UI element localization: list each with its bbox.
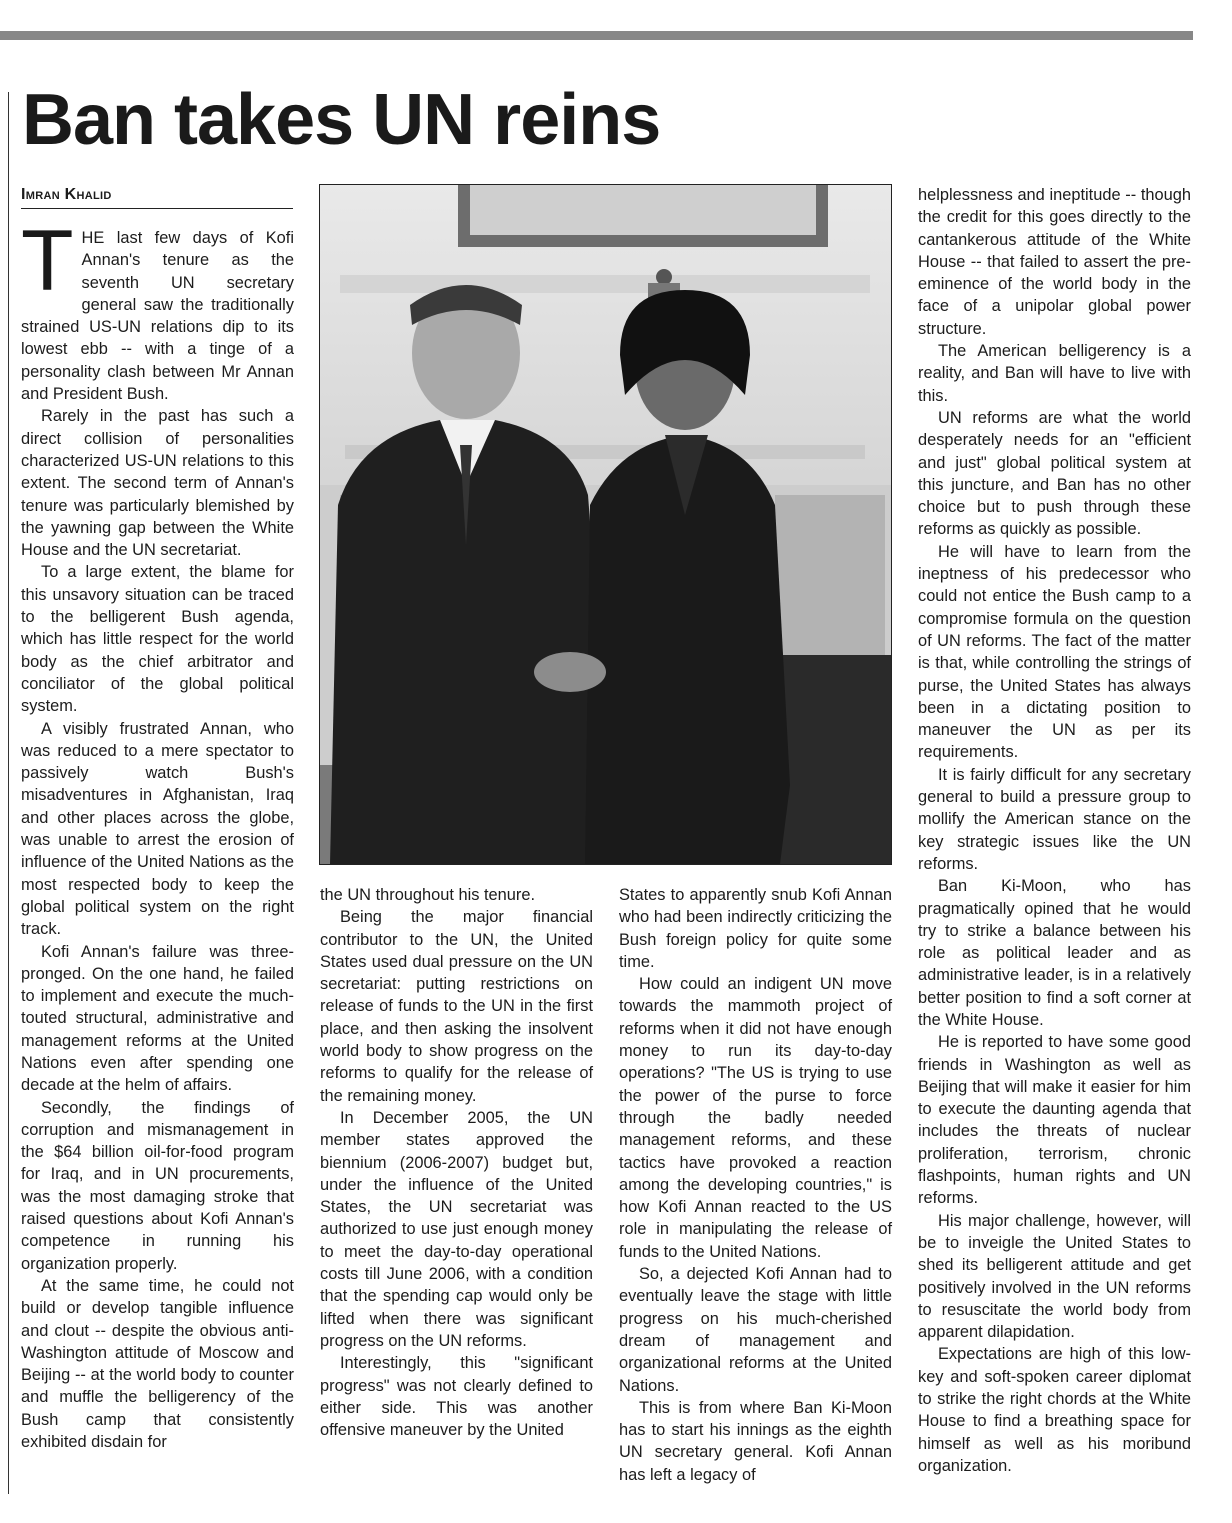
article-paragraph [21, 1275, 294, 1453]
paragraph-text: the UN throughout his tenure. [320, 886, 536, 904]
article-paragraph [918, 541, 1191, 764]
paragraph-text: States to apparently snub Kofi Annan who had been indirectly criticizing the Bush foreign policy for quite some time. [619, 886, 892, 971]
paragraph-text: Expectations are high of this low-key and soft-spoken career diplomat to strike the right chords at the White House to find a breathing space for himself as well as his moribund organization. [918, 1345, 1191, 1475]
paragraph-text: How could an indigent UN move towards the mammoth project of reforms when it did not have enough money to run its day-to-day operations? "The US is trying to use the power of the purse to force through the badly needed management reforms, and these tactics have provoked a reaction among the developing countries," is how Kofi Annan reacted to the US role in manipulating the release of funds to the United Nations. [619, 975, 892, 1261]
byline-name: Imran Khalid [21, 186, 112, 203]
article-paragraph [619, 884, 892, 973]
article-paragraph [918, 1343, 1191, 1477]
article-paragraph [918, 764, 1191, 875]
article-photo [319, 184, 892, 865]
article-column-2 [320, 884, 593, 1441]
paragraph-text: Rarely in the past has such a direct collision of personalities characterized US-UN relations to this extent. The second term of Annan's tenure was particularly blemished by the yawning gap between the White House and the UN secretariat. [21, 407, 294, 560]
paragraph-text: In December 2005, the UN member states approved the biennium (2006-2007) budget but, under the influence of the United States, the UN secretariat was authorized to use just enough money to meet the day-to-day operational costs till June 2006, with a condition that the spending cap would only be lifted when there was significant progress on the UN reforms. [320, 1108, 593, 1350]
paragraph-text: He will have to learn from the ineptness of his predecessor who could not entice the Bush camp to a compromise formula on the question of UN reforms. The fact of the matter is that, while controlling the strings of purse, the United States has always been in a dictating position to maneuver the UN as per its requirements. [918, 542, 1191, 762]
left-margin-rule [8, 92, 9, 1494]
paragraph-text: HE last few days of Kofi Annan's tenure as the seventh UN secretary general saw the traditionally strained US-UN relations dip to its lowest ebb -- with a tinge of a personality clash between Mr Annan and President Bush. [21, 229, 294, 404]
article-paragraph [320, 1352, 593, 1441]
paragraph-text: So, a dejected Kofi Annan had to eventually leave the stage with little progress on his much-cherished dream of management and organizational reforms at the United Nations. [619, 1265, 892, 1395]
article-paragraph [320, 906, 593, 1107]
paragraph-text: His major challenge, however, will be to inveigle the United States to shed its belligerent attitude and get positively involved in the UN reforms to resuscitate the world body from apparent dilapidation. [918, 1211, 1191, 1342]
article-paragraph [918, 340, 1191, 407]
drop-cap: T [21, 213, 74, 309]
paragraph-text: Secondly, the findings of corruption and mismanagement in the $64 billion oil-for-food program for Iraq, and in UN procurements, was the most damaging stroke that raised questions about Kofi Annan's competence in running his organization properly. [21, 1098, 294, 1273]
article-paragraph [21, 405, 294, 561]
article-paragraph [918, 1031, 1191, 1209]
article-paragraph [21, 213, 294, 405]
article-paragraph [21, 718, 294, 941]
paragraph-text: helplessness and ineptitude -- though the credit for this goes directly to the cantankerous attitude of the White House -- that failed to assert the pre-eminence of the world body in the face of a unipolar global power structure. [918, 186, 1191, 338]
article-paragraph [619, 1263, 892, 1397]
photo-handshake-icon [320, 185, 891, 864]
article-paragraph [21, 941, 294, 1097]
article-column-3 [619, 884, 892, 1486]
article-paragraph [918, 1210, 1191, 1344]
article-paragraph [320, 884, 593, 906]
paragraph-text: Kofi Annan's failure was three-pronged. On the one hand, he failed to implement and execute the much-touted structural, administrative and management reforms at the United Nations even after spending one decade at the helm of affairs. [21, 942, 294, 1095]
article-paragraph [619, 1397, 892, 1486]
article-paragraph [619, 973, 892, 1263]
article-paragraph [918, 407, 1191, 541]
headline: Ban takes UN reins [22, 80, 661, 160]
article-paragraph [918, 184, 1191, 340]
paragraph-text: Ban Ki-Moon, who has pragmatically opined that he would try to strike a balance between his role as political leader and as administrative leader, is in a relatively better position to find a soft corner at the White House. [918, 877, 1191, 1029]
paragraph-text: This is from where Ban Ki-Moon has to start his innings as the eighth UN secretary general. Kofi Annan has left a legacy of [619, 1398, 892, 1484]
article-paragraph [918, 875, 1191, 1031]
paragraph-text: To a large extent, the blame for this unsavory situation can be traced to the belligerent Bush agenda, which has little respect for the world body as the chief arbitrator and conciliator of the global political system. [21, 563, 294, 716]
article-paragraph [21, 1097, 294, 1275]
paragraph-text: A visibly frustrated Annan, who was reduced to a mere spectator to passively watch Bush's misadventures in Afghanistan, Iraq and other places across the globe, was unable to arrest the erosion of influence of the United Nations as the most respected body to keep the global political system on the right track. [21, 719, 294, 939]
paragraph-text: Being the major financial contributor to the UN, the United States used dual pressure on the UN secretariat: putting restrictions on release of funds to the UN in the first place, and then asking the insolvent world body to show progress on the reforms to qualify for the release of the remaining money. [320, 908, 593, 1105]
paragraph-text: It is fairly difficult for any secretary general to build a pressure group to mollify the American stance on the key strategic issues like the UN reforms. [918, 765, 1191, 873]
paragraph-text: At the same time, he could not build or develop tangible influence and clout -- despite the obvious anti-Washington attitude of Moscow and Beijing -- at the world body to counter and muffle the belligerency of the Bush camp that consistently exhibited disdain for [21, 1276, 294, 1452]
article-paragraph [21, 561, 294, 717]
article-column-1 [21, 213, 294, 1453]
byline [21, 186, 293, 209]
top-rule-bar [0, 31, 1193, 40]
article-column-4 [918, 184, 1191, 1477]
paragraph-text: UN reforms are what the world desperately needs for an "efficient and just" global political system at this juncture, and Ban has no other choice but to push through these reforms as quickly as possible. [918, 408, 1191, 539]
paragraph-text: The American belligerency is a reality, and Ban will have to live with this. [918, 342, 1191, 405]
article-paragraph [320, 1107, 593, 1352]
paragraph-text: Interestingly, this "significant progress" was not clearly defined to either side. This was another offensive maneuver by the United [320, 1354, 593, 1440]
paragraph-text: He is reported to have some good friends in Washington as well as Beijing that will make it easier for him to execute the daunting agenda that includes the threats of nuclear proliferation, terrorism, chronic flashpoints, human rights and UN reforms. [918, 1033, 1191, 1208]
